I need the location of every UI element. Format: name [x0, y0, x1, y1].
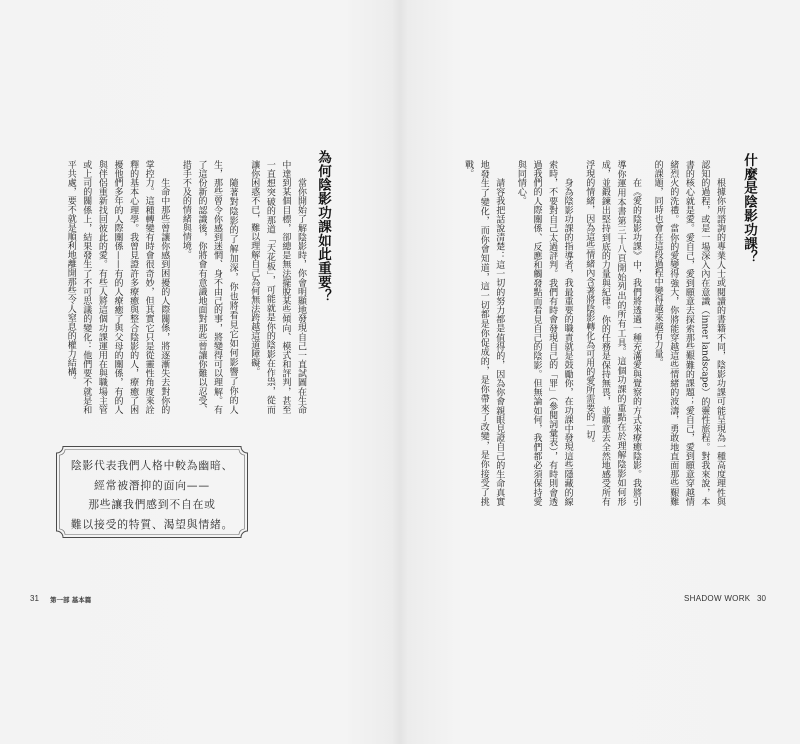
body-paragraph: 當你開始了解陰影時，你會明顯地發現自己一直試圖在生命中達到某個目標，卻總是無法擺脫某些傾向、模式和評判，甚至一直想突破的那道「天花板」，可能就是你的陰影在作祟，從而讓你困惑不已，難以理解自己為何無法跨越這道障礙。	[249, 160, 306, 414]
body-paragraph: 隨著對陰影的了解加深，你也將看見它如何影響了你的人生，那些曾令你感到迷惘、身不由己的事，將變得可以理解。有了這份新的認識後，你將會有意識地面對那些曾讓你難以忍受、措手不及的情緒與情境。	[180, 160, 238, 414]
quote-line: 難以接受的特質、渴望與情緒。	[70, 517, 234, 531]
quote-line: 經常被潛抑的面向——	[94, 478, 210, 492]
pull-quote-text	[56, 456, 248, 534]
right-page-body	[440, 160, 727, 506]
body-paragraph: 在《愛的陰影功課》中，我們將透過一種充滿愛與覺察的方式來療癒陰影。我將引導你運用本書第三十八頁開始列出的所有工具。這個功課的重點在於理解陰影如何形成，並鍛鍊出堅持到底的力量與紀律。你的任務是保持無畏，並願意去全然地感受所有浮現的情緒，因為這些情緒內含著將陰影轉化為可用的愛所需要的一切。	[584, 160, 642, 506]
left-running-head: 第一部 基本篇	[50, 596, 92, 604]
right-page-number: 30	[757, 594, 766, 603]
right-page-title: 什麼是陰影功課？	[741, 153, 757, 265]
body-paragraph: 生命中那些曾讓你感到困擾的人際關係，將逐漸失去對你的掌控力。這種轉變有時會很奇妙，但其實它只是從靈性角度來詮釋的基本心理學。我曾見證許多療癒與整合陰影的人，療癒了困擾他們多年的人際關係——有的人療癒了與父母的關係，有的人與伴侶重新找回彼此的愛。有些人將這個功課運用在與職場主管或上司的關係上，結果發生了不可思議的變化：他們要不就是和平共處，要不就是順利地離開那些令人窒息的權力結構。	[65, 160, 170, 414]
body-paragraph: 根據你所諮詢的專業人士或閱讀的書籍不同，陰影功課可能呈現為一種高度理性與認知的過程，或是一場深入內在意識（inner landscape）的靈性旅程。對我來說，本書的核心就是愛。愛自己，愛到願意去探索那些艱難的課題；愛自己，愛到願意穿越情緒烈火的洗禮。當你的愛變得強大，你將能穿越這些情緒的波濤，勇敢地直面那些艱難的課題，同時也會在這段過程中變得越來越有力量。	[652, 160, 725, 506]
pull-quote-box	[56, 446, 248, 538]
quote-line: 陰影代表我們人格中較為幽暗、	[70, 459, 234, 472]
left-page-body	[28, 160, 308, 414]
quote-line: 那些讓我們感到不自在或	[88, 498, 216, 511]
left-page-title: 為何陰影功課如此重要？	[315, 150, 331, 303]
left-page-number: 31	[30, 594, 39, 603]
right-page	[400, 0, 800, 744]
body-paragraph: 請容我把話說清楚：這一切的努力都是值得的，因為你會親眼見證自己的生命真實地發生了變化，而你會知道，這一切都是你促成的，是你帶來了改變，是你接受了挑戰。	[463, 160, 505, 506]
body-paragraph: 身為陰影功課的指導者，我最重要的職責就是鼓勵你，在功課中發現這些隱藏的線索時，不要對自己太過評判。我們有時會發現自己的「罪」（參閱詞彙表），有時則會透過我們的人際關係、反應和觸發點而看見自己的陰影。但無論如何，我們都必須保持愛與同情心。	[515, 160, 573, 506]
right-running-head: SHADOW WORK	[684, 594, 751, 603]
